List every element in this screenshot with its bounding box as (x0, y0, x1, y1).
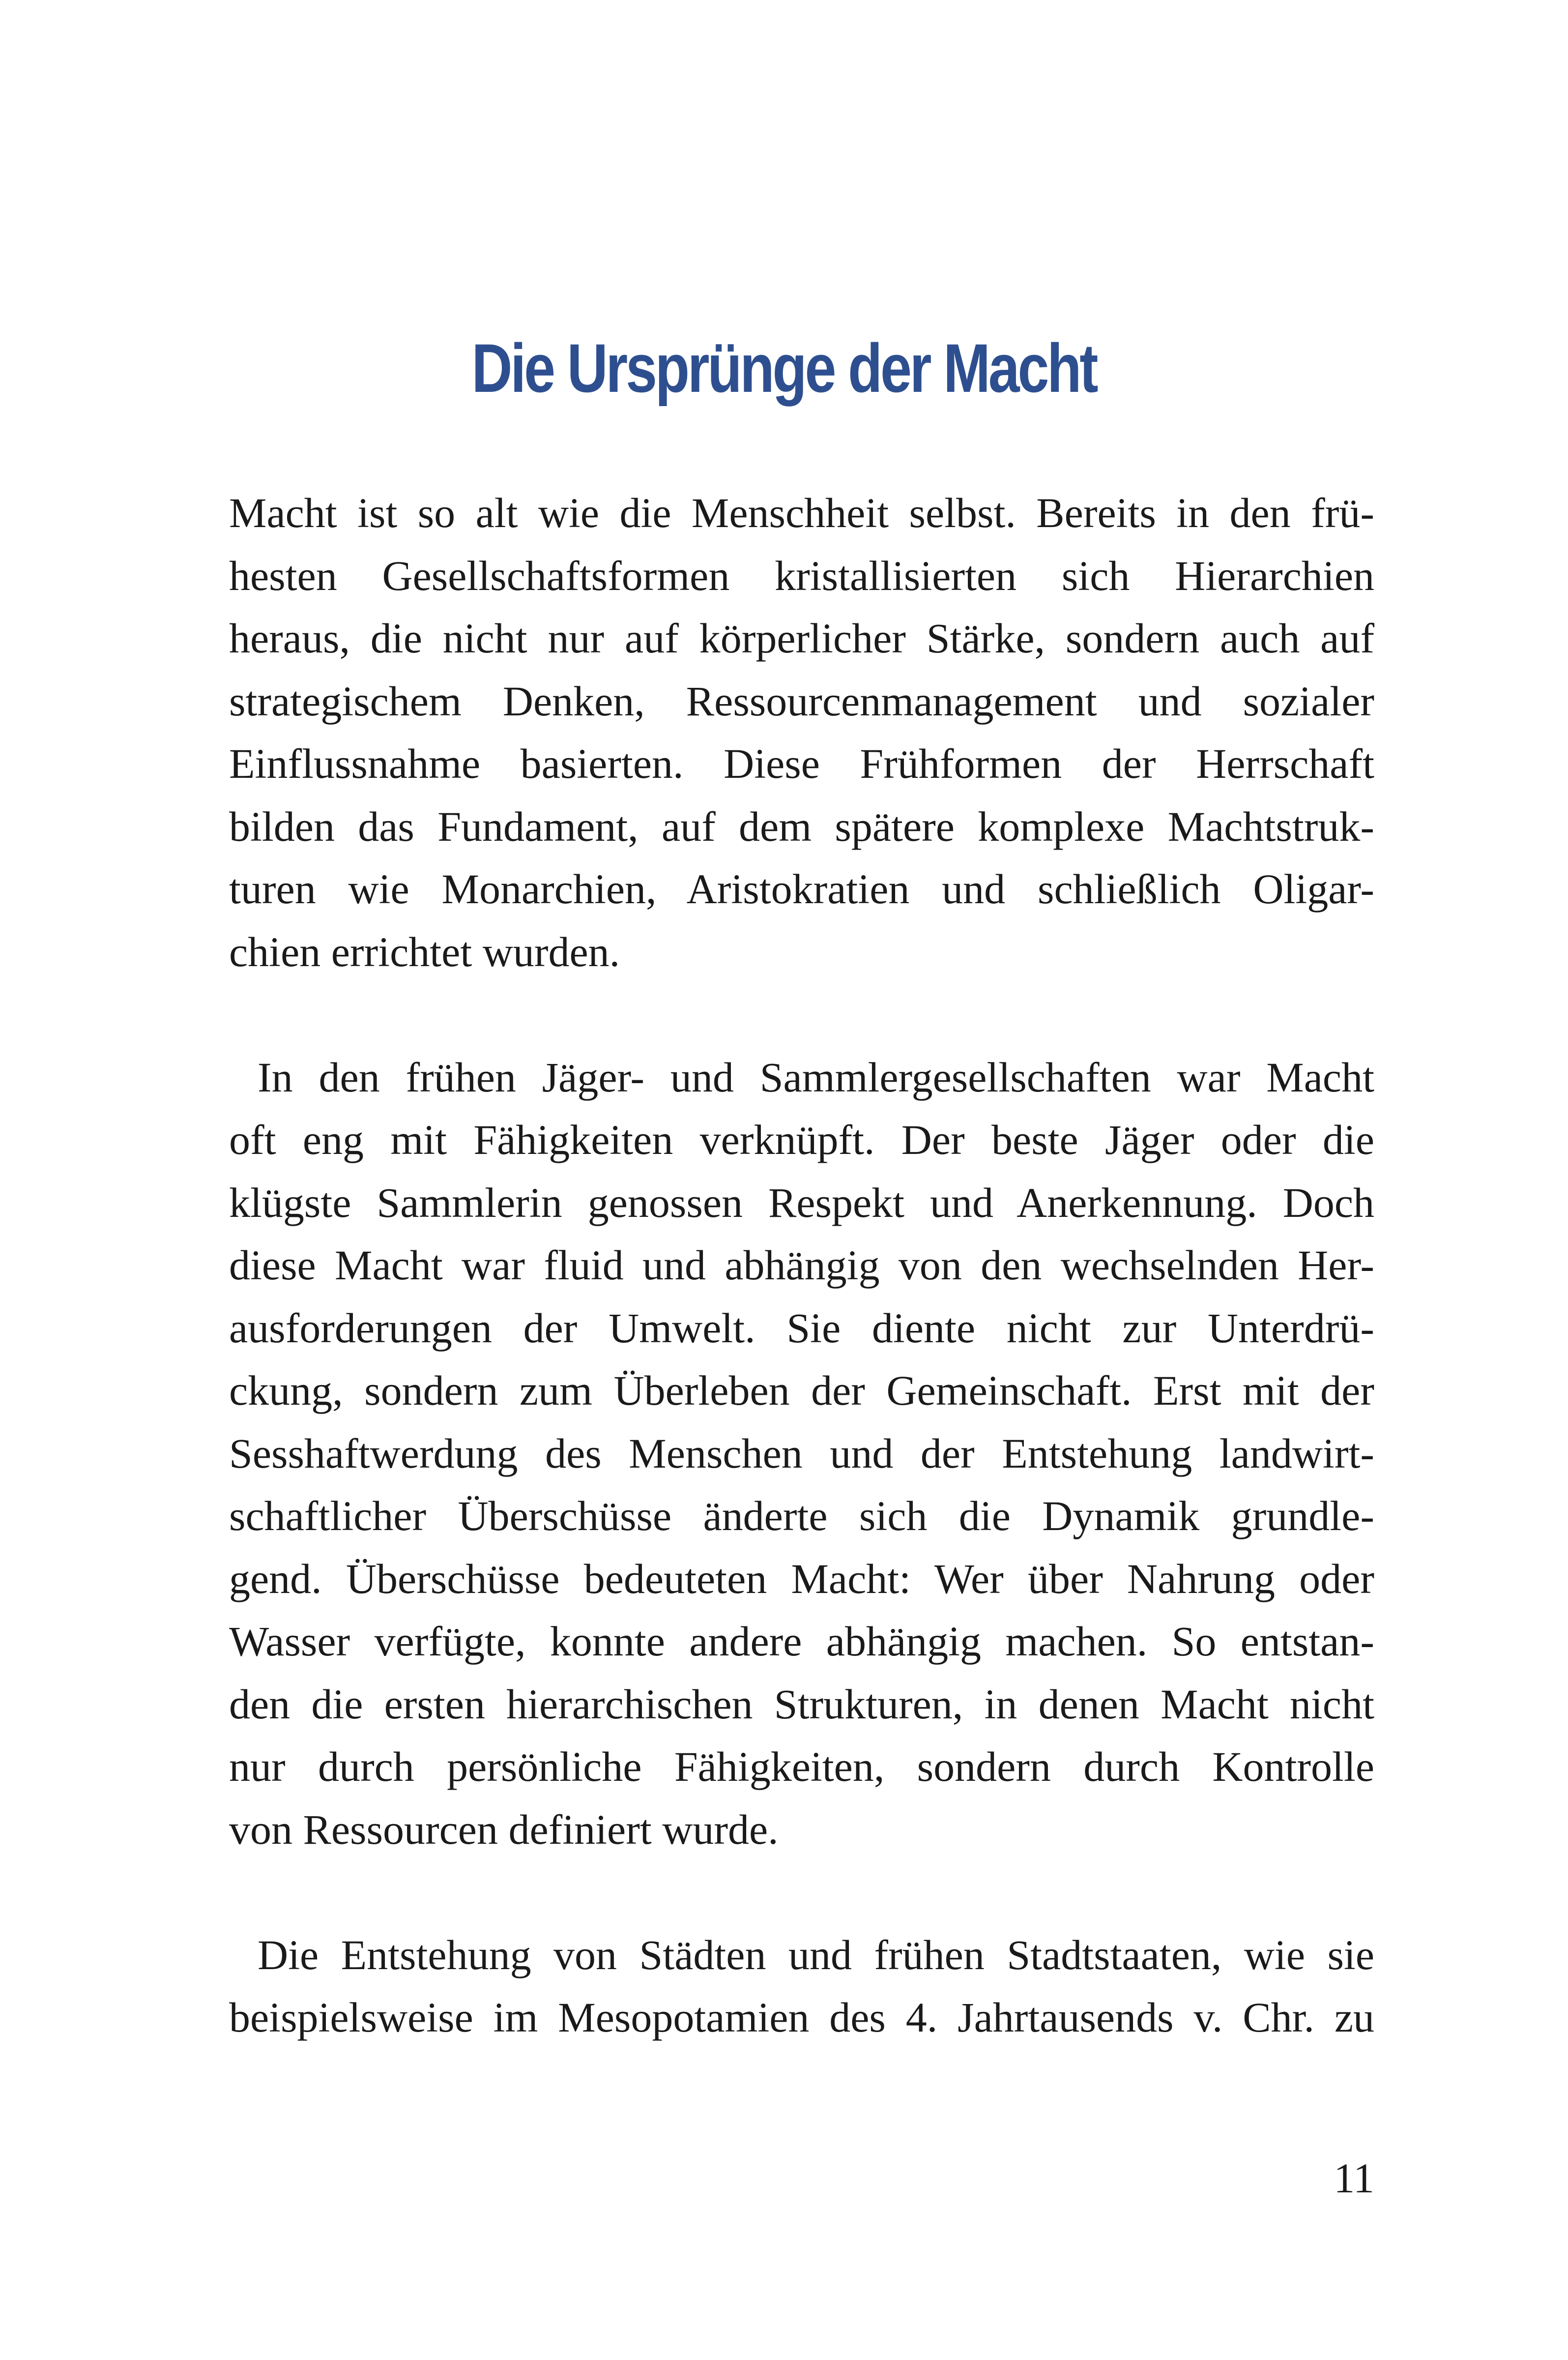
paragraph-gap (229, 1861, 1374, 1924)
text-line: oft eng mit Fähigkeiten verknüpft. Der beste Jäger oder die (229, 1116, 1374, 1163)
text-line: den die ersten hierarchischen Strukturen, in denen Macht nicht (229, 1680, 1374, 1728)
text-line: In den frühen Jäger- und Sammlergesellschaften war Macht (258, 1053, 1374, 1101)
text-line: diese Macht war fluid und abhängig von den wechselnden Her- (229, 1241, 1374, 1289)
page-number: 11 (1334, 2154, 1374, 2202)
text-line: ausforderungen der Umwelt. Sie diente nicht zur Unterdrü- (229, 1304, 1374, 1352)
paragraph-3 (229, 1924, 1374, 2049)
text-line: Einflussnahme basierten. Diese Frühformen der Herrschaft (229, 740, 1374, 787)
paragraph-2 (229, 1046, 1374, 1861)
text-line: Sesshaftwerdung des Menschen und der Entstehung landwirt- (229, 1429, 1374, 1477)
text-line: nur durch persönliche Fähigkeiten, sondern durch Kontrolle (229, 1743, 1374, 1790)
text-line: Macht ist so alt wie die Menschheit selbst. Bereits in den frü- (229, 489, 1374, 536)
text-line: gend. Überschüsse bedeuteten Macht: Wer über Nahrung oder (229, 1555, 1374, 1602)
text-line: Wasser verfügte, konnte andere abhängig machen. So entstan- (229, 1618, 1374, 1665)
text-line: heraus, die nicht nur auf körperlicher Stärke, sondern auch auf (229, 615, 1374, 662)
paragraph-1 (229, 482, 1374, 983)
text-line: beispielsweise im Mesopotamien des 4. Jahrtausends v. Chr. zu (229, 1994, 1374, 2041)
text-line: strategischem Denken, Ressourcenmanagement und sozialer (229, 677, 1374, 725)
chapter-title: Die Ursprünge der Macht (471, 329, 1097, 407)
body-text (229, 482, 1374, 2049)
text-line: chien errichtet wurden. (229, 928, 620, 975)
text-line: von Ressourcen definiert wurde. (229, 1805, 779, 1853)
text-line: hesten Gesellschaftsformen kristallisierten sich Hierarchien (229, 552, 1374, 599)
text-line: bilden das Fundament, auf dem spätere komplexe Machtstruk- (229, 802, 1374, 850)
text-line: schaftlicher Überschüsse änderte sich die Dynamik grundle- (229, 1492, 1374, 1539)
text-line: ckung, sondern zum Überleben der Gemeinschaft. Erst mit der (229, 1367, 1374, 1414)
text-line: turen wie Monarchien, Aristokratien und schließlich Oligar- (229, 865, 1374, 913)
paragraph-gap (229, 983, 1374, 1046)
text-line: Die Entstehung von Städten und frühen Stadtstaaten, wie sie (258, 1931, 1374, 1978)
text-line: klügste Sammlerin genossen Respekt und Anerkennung. Doch (229, 1179, 1374, 1226)
